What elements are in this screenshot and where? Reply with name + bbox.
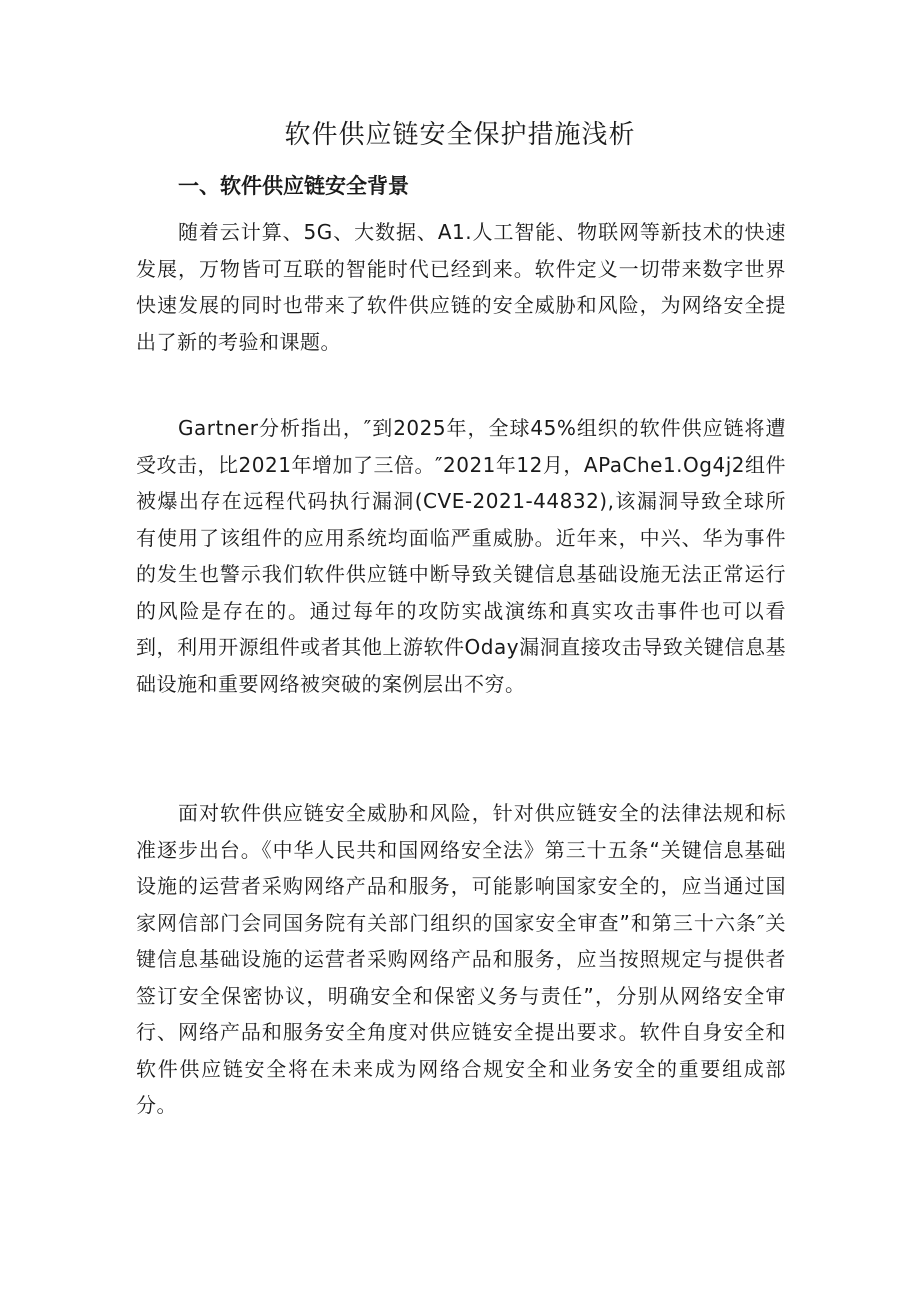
paragraph-laws-regulations: 面对软件供应链安全威胁和风险，针对供应链安全的法律法规和标准逐步出台。《中华人民共和国网络安全法》第三十五条“关键信息基础设施的运营者采购网络产品和服务，可能影响国家安全的，应当通过国家网信部门会同国务院有关部门组织的国家安全审查”和第三十六条″关键信息基础设施的运营者采购网络产品和服务，应当按照规定与提供者签订安全保密协议，明确安全和保密义务与责任”，分别从网络安全审行、网络产品和服务安全角度对供应链安全提出要求。软件自身安全和软件供应链安全将在未来成为网络合规安全和业务安全的重要组成部分。 [136,801,786,1117]
section-heading: 一、软件供应链安全背景 [178,174,409,198]
document-title: 软件供应链安全保护措施浅析 [284,120,636,150]
paragraph-gartner-analysis: Gartner分析指出，″到2025年，全球45%组织的软件供应链将遭受攻击，比2021年增加了三倍。″2021年12月，APaChe1.Og4j2组件被爆出存在远程代码执行漏洞(CVE-2021-44832),该漏洞导致全球所有使用了该组件的应用系统均面临严重威胁。近年来，中兴、华为事件的发生也警示我们软件供应链中断导致关键信息基础设施无法正常运行的风险是存在的。通过每年的攻防实战演练和真实攻击事件也可以看到，利用开源组件或者其他上游软件Oday漏洞直接攻击导致关键信息基础设施和重要网络被突破的案例层出不穷。 [136,416,786,696]
paragraph-background-intro: 随着云计算、5G、大数据、A1.人工智能、物联网等新技术的快速发展，万物皆可互联的智能时代已经到来。软件定义一切带来数字世界快速发展的同时也带来了软件供应链的安全威胁和风险，为网络安全提出了新的考验和课题。 [136,220,786,354]
